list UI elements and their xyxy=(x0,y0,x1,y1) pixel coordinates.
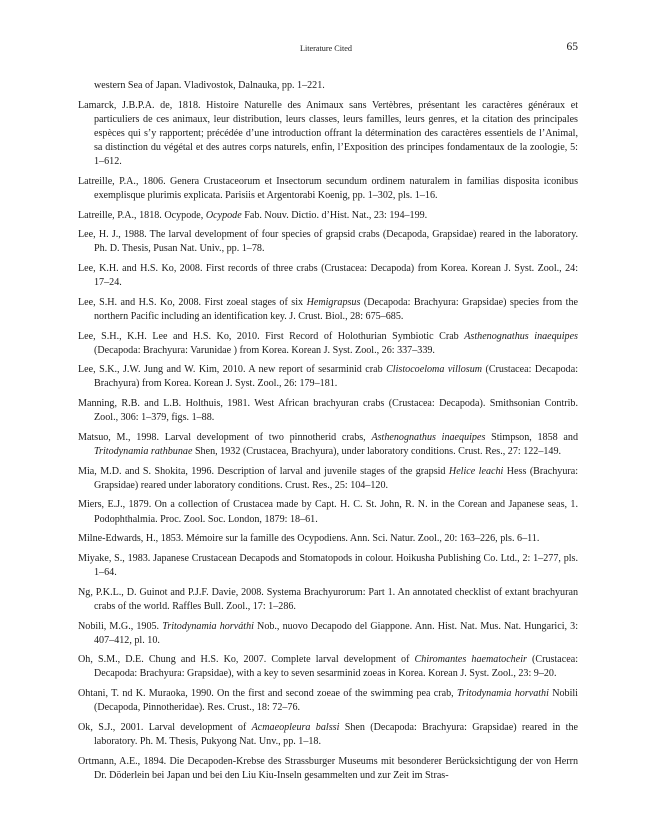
reference-text: Shen, 1932 (Crustacea, Brachyura), under laboratory conditions. Crust. Res., 27: 122–149. xyxy=(192,446,562,457)
reference-text: Lee, S.H., K.H. Lee and H.S. Ko, 2010. First Record of Holothurian Symbiotic Crab xyxy=(78,330,465,342)
reference-italic-text: Clistocoeloma villosum xyxy=(386,364,483,376)
reference-text: Nobili, M.G., 1905. xyxy=(78,620,163,632)
reference-entry xyxy=(78,532,578,546)
reference-entry xyxy=(78,653,578,681)
reference-entry xyxy=(78,755,578,783)
running-head xyxy=(0,41,652,57)
reference-entry xyxy=(78,175,578,203)
reference-entry xyxy=(78,586,578,614)
reference-text: Nob., nuovo Decapodo del Giappone. Ann. Hist. Nat. Mus. Nat. Hungarici, 3: 407–412, pl. 10. xyxy=(94,620,579,646)
reference-entry xyxy=(78,209,578,223)
reference-entry xyxy=(78,79,578,93)
reference-entry xyxy=(78,296,578,324)
reference-italic-text: Acmaeopleura balssi xyxy=(251,721,340,733)
reference-text: (Crustacea: Decapoda: Brachyura) from Korea. Korean J. Syst. Zool., 26: 179–181. xyxy=(94,364,579,390)
reference-text: western Sea of Japan. Vladivostok, Dalnauka, pp. 1–221. xyxy=(94,80,325,91)
reference-entry xyxy=(78,397,578,425)
reference-italic-text: Tritodynamia rathbunae xyxy=(94,446,193,457)
reference-entry xyxy=(78,498,578,526)
reference-entry xyxy=(78,620,578,648)
reference-entry xyxy=(78,465,578,493)
reference-text: Shen (Decapoda: Brachyura: Grapsidae) reared in the laboratory. Ph. M. Thesis, Pukyong Nat. Unv., pp. 1–18. xyxy=(94,721,578,747)
running-title: Literature Cited xyxy=(299,44,353,53)
reference-entry xyxy=(78,262,578,290)
reference-italic-text: Tritodynamia horvathi xyxy=(457,688,549,700)
reference-italic-text: Asthenognathus inaequipes xyxy=(464,330,578,342)
reference-text: Lee, H. J., 1988. The larval development of four species of grapsid crabs (Decapoda, Grapsidae) reared in the laboratory. Ph. D. Thesis, Pusan Nat. Univ., pp. 1–78. xyxy=(78,229,578,255)
reference-list xyxy=(78,79,578,788)
page-number: 65 xyxy=(566,41,578,53)
reference-text: Lee, S.H. and H.S. Ko, 2008. First zoeal stages of six xyxy=(78,296,307,308)
reference-entry xyxy=(78,721,578,749)
reference-text: Lee, S.K., J.W. Jung and W. Kim, 2010. A new report of sesarminid crab xyxy=(78,364,387,376)
reference-text: Ng, P.K.L., D. Guinot and P.J.F. Davie, 2008. Systema Brachyurorum: Part 1. An annotated checklist of extant brachyuran crabs of the world. Raffles Bull. Zool., 17: 1–286. xyxy=(78,586,578,612)
reference-italic-text: Tritodynamia horváthi xyxy=(162,620,254,632)
reference-text: Matsuo, M., 1998. Larval development of two pinnotherid crabs, xyxy=(78,431,372,443)
reference-text: Latreille, P.A., 1806. Genera Crustaceorum et Insectorum secundum ordinem naturalem in familias disposita iconibus exemplisque plurimis explicata. Parisiis et Argentorabi Koenig, pp. 1–302, pls. 1–16. xyxy=(78,175,578,201)
reference-entry xyxy=(78,228,578,256)
reference-text: Oh, S.M., D.E. Chung and H.S. Ko, 2007. Complete larval development of xyxy=(78,654,415,666)
reference-italic-text: Chiromantes haematocheir xyxy=(414,654,527,666)
reference-text: Latreille, P.A., 1818. Ocypode, xyxy=(78,209,206,221)
reference-text: Mia, M.D. and S. Shokita, 1996. Description of larval and juvenile stages of the grapsid xyxy=(78,465,449,477)
reference-text: Ok, S.J., 2001. Larval development of xyxy=(78,721,252,733)
reference-entry xyxy=(78,99,578,169)
reference-italic-text: Asthenognathus inaequipes xyxy=(371,431,486,443)
reference-text: Hess (Brachyura: Grapsidae) reared under laboratory conditions. Crust. Res., 25: 104–120. xyxy=(94,465,579,491)
reference-text: (Decapoda: Brachyura: Grapsidae) species from the northern Pacific including an identification key. J. Crust. Biol., 28: 675–685. xyxy=(94,296,578,322)
reference-text: (Decapoda: Brachyura: Varunidae ) from Korea. Korean J. Syst. Zool., 26: 337–339. xyxy=(94,344,435,356)
reference-text: Ohtani, T. nd K. Muraoka, 1990. On the first and second zoeae of the swimming pea crab, xyxy=(78,688,457,700)
reference-italic-text: Hemigrapsus xyxy=(306,296,361,308)
reference-entry xyxy=(78,552,578,580)
reference-text: Lamarck, J.B.P.A. de, 1818. Histoire Naturelle des Animaux sans Vertèbres, présentant les caractères généraux et particuliers de ces animaux, leur distribution, leurs classes, leurs familles, leurs genres, et la citation des principales espèces qui s’y rapportent; précédée d’une introduction offrant la détermination des caractères essentiels de l’Animal, sa distinction du végétal et des autres corps naturels, enfin, l’Exposition des principes fondamentaux de la zoologie, 5: 1–612. xyxy=(78,99,578,168)
reference-entry xyxy=(78,363,578,391)
reference-text: Miyake, S., 1983. Japanese Crustacean Decapods and Stomatopods in colour. Hoikusha Publishing Co. Ltd., 2: 1–277, pls. 1–64. xyxy=(78,552,578,579)
reference-entry xyxy=(78,687,578,715)
reference-text: Milne-Edwards, H., 1853. Mémoire sur la famille des Ocypodiens. Ann. Sci. Natur. Zool., 20: 163–226, pls. 6–11. xyxy=(78,533,540,545)
reference-text: Fab. Nouv. Dictio. d’Hist. Nat., 23: 194–199. xyxy=(241,209,428,221)
reference-text: Miers, E.J., 1879. On a collection of Crustacea made by Capt. H. C. St. John, R. N. in the Corean and Japanese seas, 1. Podophthalmia. Proc. Zool. Soc. London, 1879: 18–61. xyxy=(78,499,578,525)
reference-text: Manning, R.B. and L.B. Holthuis, 1981. West African brachyuran crabs (Crustacea: Decapoda). Smithsonian Contrib. Zool., 306: 1–379, figs. 1–88. xyxy=(78,398,578,424)
reference-italic-text: Helice leachi xyxy=(448,465,504,477)
reference-text: (Crustacea: Decapoda: Brachyura: Grapsidae), with a key to seven sesarminid zoeas in Korea. Korean J. Syst. Zool., 23: 9–20. xyxy=(94,654,578,680)
reference-entry xyxy=(78,431,578,459)
reference-italic-text: Ocypode xyxy=(205,209,242,221)
reference-text: Ortmann, A.E., 1894. Die Decapoden-Krebse des Strassburger Museums mit besonderer Berücksichtigung der von Herrn Dr. Döderlein bei Japan und bei den Liu Kiu-Inseln gesammelten und zur Zeit im Stras- xyxy=(78,755,578,781)
reference-text: Lee, K.H. and H.S. Ko, 2008. First records of three crabs (Crustacea: Decapoda) from Korea. Korean J. Syst. Zool., 24: 17–24. xyxy=(78,263,578,289)
reference-text: Stimpson, 1858 and xyxy=(485,431,578,443)
reference-entry xyxy=(78,330,578,358)
reference-text: Nobili (Decapoda, Pinnotheridae). Res. Crust., 18: 72–76. xyxy=(94,688,578,714)
